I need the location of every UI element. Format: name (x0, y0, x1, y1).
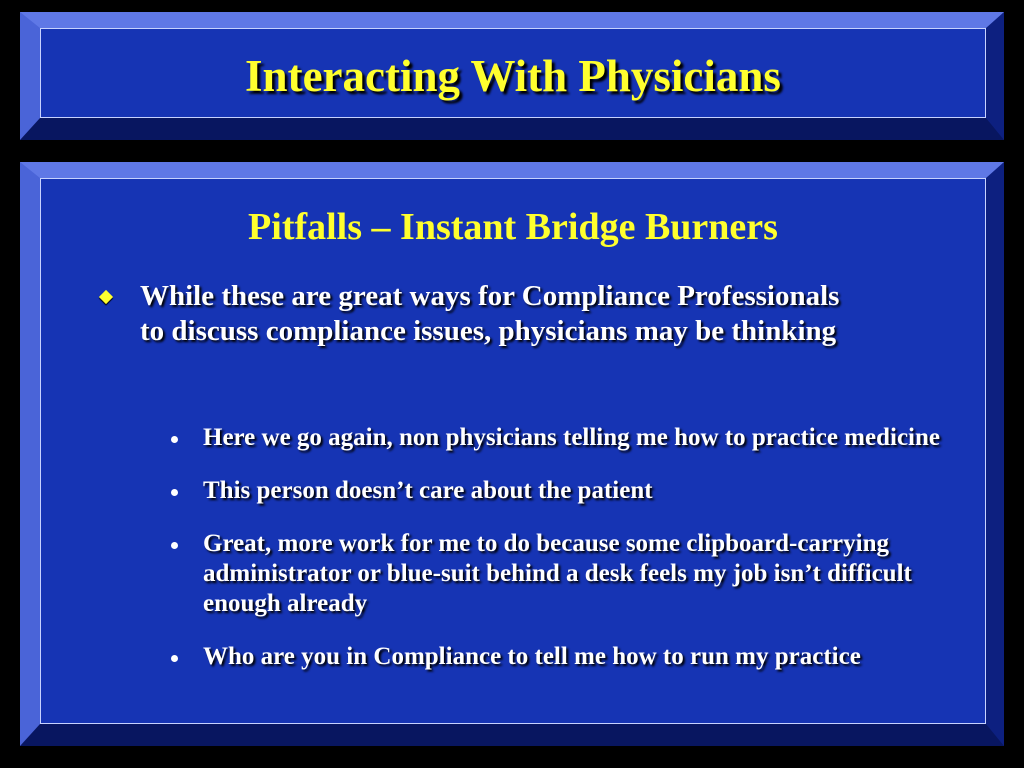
sub-bullet-text: Here we go again, non physicians telling me how to practice medicine (203, 424, 940, 451)
sub-bullet-text: Who are you in Compliance to tell me how to run my practice (203, 643, 861, 670)
title-panel (20, 12, 1004, 140)
sub-bullet-text: Great, more work for me to do because some clipboard-carrying administrator or blue-suit behind a desk feels my job isn’t difficult enough already (203, 530, 912, 617)
title-panel-inner (40, 28, 986, 118)
dot-bullet-icon (171, 436, 178, 443)
sub-bullet-text: This person doesn’t care about the patient (203, 477, 653, 504)
diamond-bullet-icon (99, 290, 113, 304)
slide-title: Interacting With Physicians (245, 51, 781, 101)
sub-bullet-item (171, 423, 941, 453)
sub-bullet-item (171, 529, 941, 619)
sub-bullet-list (171, 423, 941, 695)
content-panel (20, 162, 1004, 746)
sub-bullet-item (171, 642, 941, 672)
dot-bullet-icon (171, 655, 178, 662)
slide-subheading: Pitfalls – Instant Bridge Burners (248, 206, 778, 248)
content-panel-inner (40, 178, 986, 724)
sub-bullet-item (171, 476, 941, 506)
main-bullet-text: While these are great ways for Compliance Professionals to discuss compliance issues, physicians may be thinking (140, 280, 840, 347)
dot-bullet-icon (171, 542, 178, 549)
main-bullet (109, 279, 869, 349)
dot-bullet-icon (171, 489, 178, 496)
